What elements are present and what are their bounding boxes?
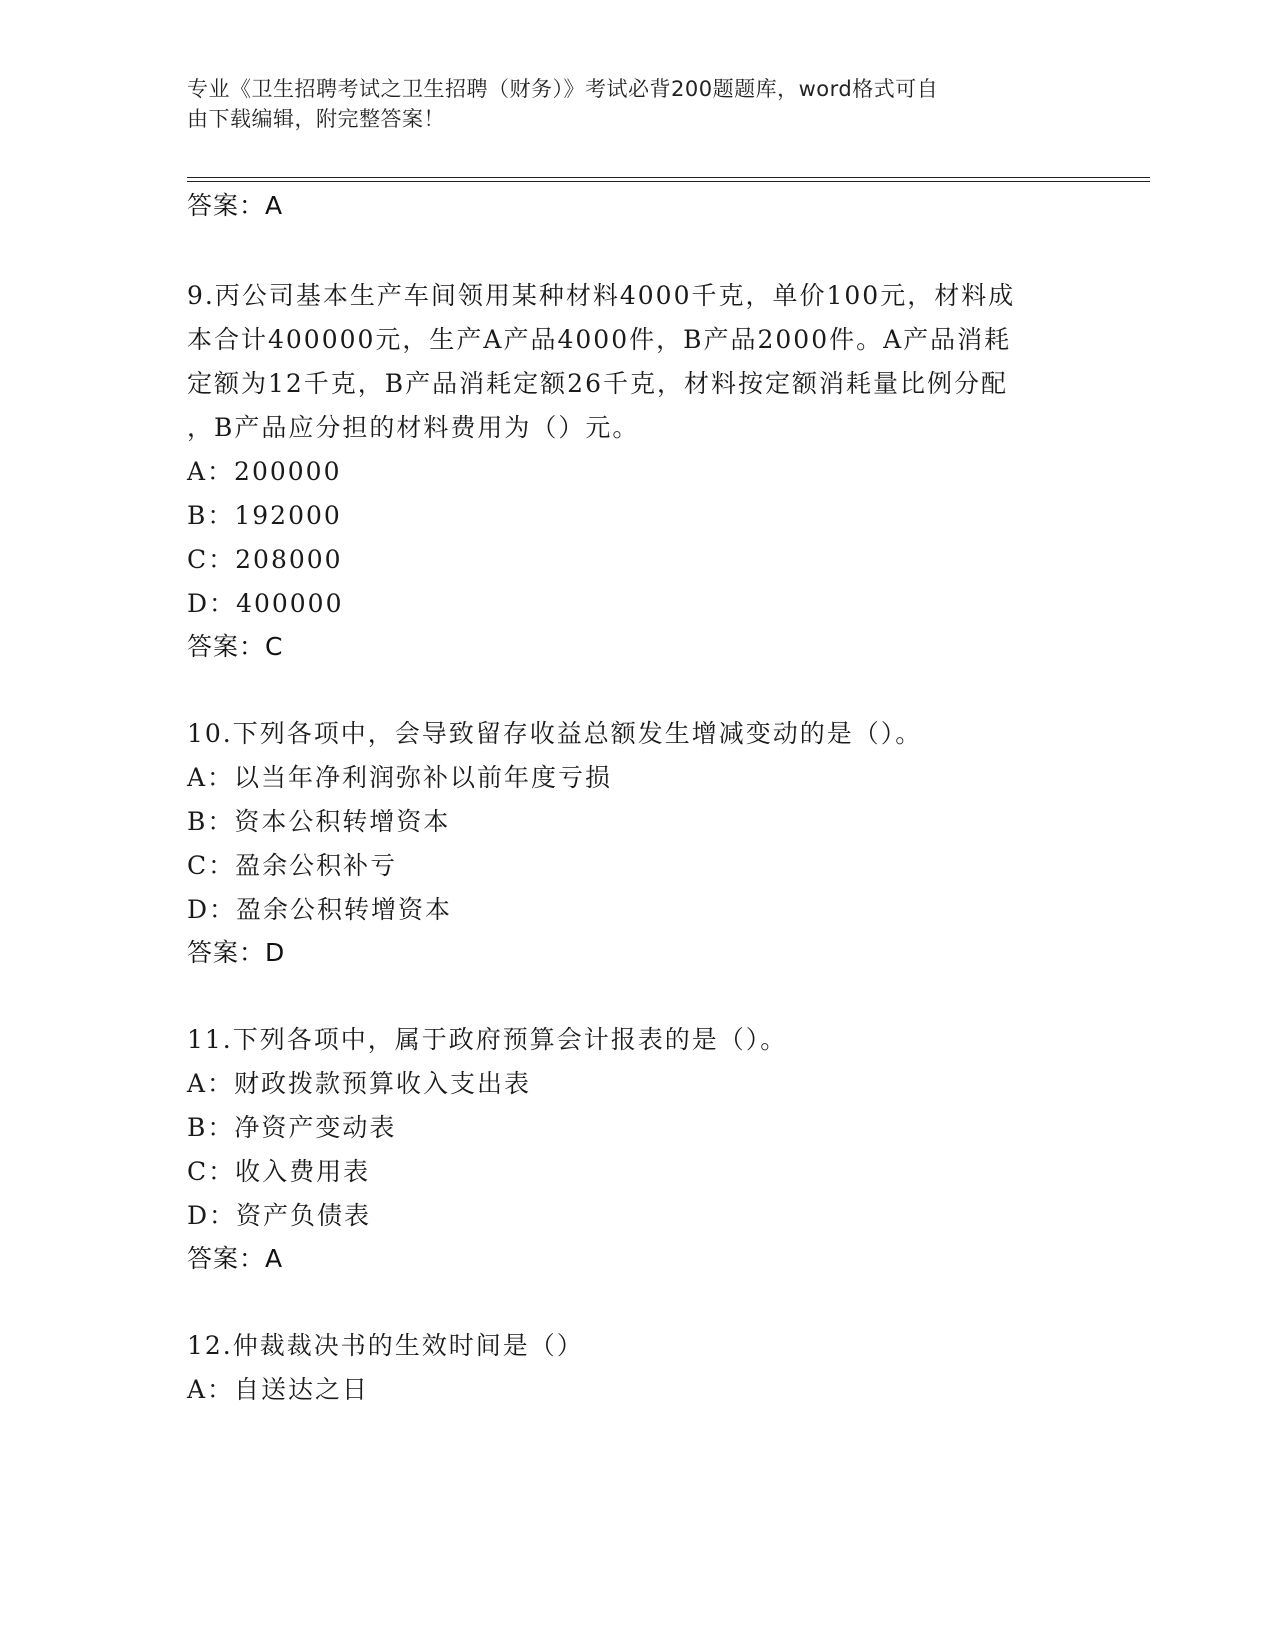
answer-label: 答案： [187,1244,266,1273]
question-stem-line: 11.下列各项中，属于政府预算会计报表的是（）。 [187,1025,788,1054]
header-divider-top [187,177,1150,178]
option-a: A：以当年净利润弥补以前年度亏损 [187,763,613,792]
document-header [187,74,1067,134]
answer-value: A [265,191,283,220]
header-line-2: 由下载编辑，附完整答案！ [187,107,445,131]
option-a: A：200000 [187,457,342,486]
option-c: C：收入费用表 [187,1157,371,1186]
answer-line [187,933,284,969]
question-stem-line: 12.仲裁裁决书的生效时间是（） [187,1331,584,1360]
answer-label: 答案： [187,938,266,967]
header-divider-bottom [187,181,1150,182]
answer-line [187,627,282,663]
option-d: D：400000 [187,589,344,618]
answer-value: D [265,938,285,967]
header-line-1: 专业《卫生招聘考试之卫生招聘（财务）》考试必背200题题库，word格式可自 [187,77,939,101]
answer-value: C [265,632,283,661]
option-b: B：净资产变动表 [187,1113,397,1142]
answer-label: 答案： [187,191,266,220]
answer-value: A [265,1244,283,1273]
option-b: B：资本公积转增资本 [187,807,451,836]
option-a: A：自送达之日 [187,1375,370,1404]
question-stem-line: ，B产品应分担的材料费用为（）元。 [187,413,640,442]
question-stem-line: 10.下列各项中，会导致留存收益总额发生增减变动的是（）。 [187,719,923,748]
answer-label: 答案： [187,632,266,661]
option-b: B：192000 [187,501,342,530]
question-stem-line: 定额为12千克，B产品消耗定额26千克，材料按定额消耗量比例分配 [187,369,1008,398]
question-stem-line: 9.丙公司基本生产车间领用某种材料4000千克，单价100元，材料成 [187,281,1016,310]
answer-line [187,1239,282,1275]
option-a: A：财政拨款预算收入支出表 [187,1069,532,1098]
option-d: D：盈余公积转增资本 [187,895,453,924]
question-stem-line: 本合计400000元，生产A产品4000件，B产品2000件。A产品消耗 [187,325,1012,354]
option-c: C：盈余公积补亏 [187,851,398,880]
answer-line [187,186,282,222]
option-d: D：资产负债表 [187,1201,372,1230]
option-c: C：208000 [187,545,343,574]
